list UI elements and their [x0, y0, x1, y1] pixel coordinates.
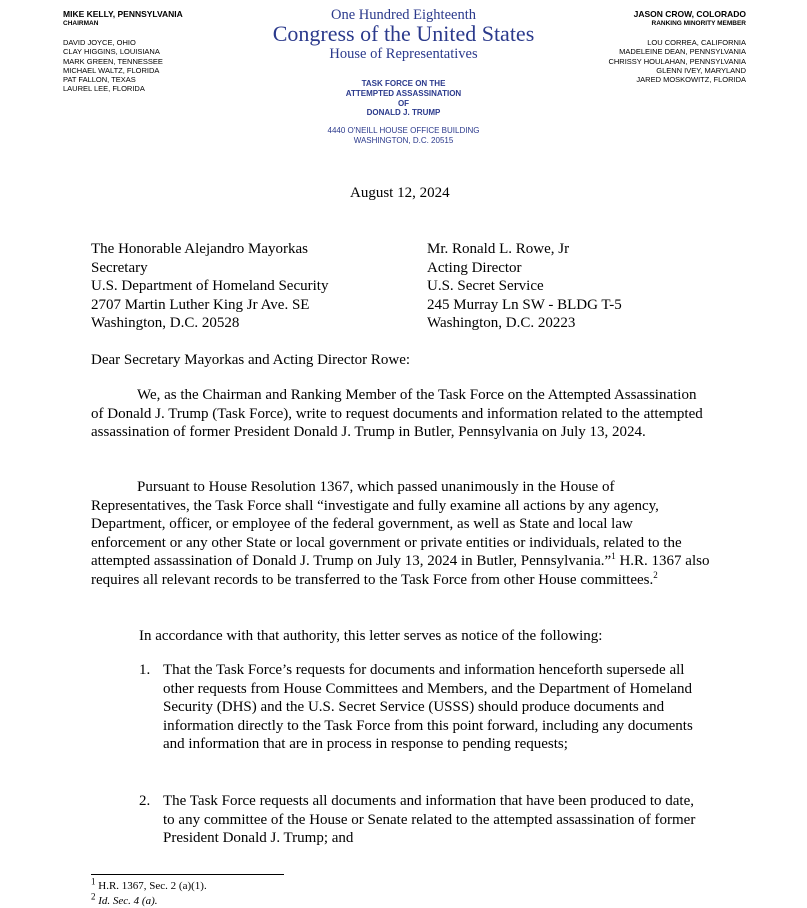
- member-name: PAT FALLON, TEXAS: [63, 75, 136, 85]
- footnote-ref[interactable]: 1: [611, 551, 616, 562]
- paragraph-authority: [91, 478, 711, 590]
- office-address: [0, 126, 807, 146]
- address-line: Mr. Ronald L. Rowe, Jr: [427, 241, 570, 257]
- recipient-address-usss: [427, 240, 622, 333]
- address-line: The Honorable Alejandro Mayorkas: [91, 241, 309, 257]
- member-name: DAVID JOYCE, OHIO: [63, 38, 136, 47]
- paragraph-intro: We, as the Chairman and Ranking Member of the Task Force on the Attempted Assassination of Donald J. Trump (Task Force), write to request documents and information related to the attempted assassination of former President Donald J. Trump in Butler, Pennsylvania on July 13, 2024.: [91, 387, 703, 441]
- task-force-line: DONALD J. TRUMP: [366, 108, 441, 118]
- member-name: CHRISSY HOULAHAN, PENNSYLVANIA: [608, 56, 746, 66]
- congress-title: Congress of the United States: [272, 21, 535, 46]
- paragraph-notice: In accordance with that authority, this letter serves as notice of the following:: [139, 628, 603, 644]
- paragraph-text: Pursuant to House Resolution 1367, which passed unanimously in the House of Representatives, the Task Force shall “investigate and fully examine all actions by any agency, Department, officer, or employee of the federal government, as well as State and local law enforcement or any other State or local government or private entities or individuals, related to the attempted assassination of Donald J. Trump on July 13, 2024 in Butler, Pennsylvania.”: [91, 479, 682, 570]
- member-name: GLENN IVEY, MARYLAND: [656, 65, 746, 75]
- footnote-text: H.R. 1367, Sec. 2 (a)(1).: [95, 880, 207, 892]
- address-line: Washington, D.C. 20528: [91, 315, 240, 332]
- address-line: 2707 Martin Luther King Jr Ave. SE: [91, 296, 310, 313]
- list-item-text: The Task Force requests all documents and information that have been produced to date, to any committee of the House or Senate related to the attempted assassination of former President Donald J. Trump; and: [163, 793, 696, 847]
- footnote: [91, 876, 207, 893]
- letter-date: August 12, 2024: [350, 185, 450, 201]
- task-force-line: TASK FORCE ON THE: [361, 79, 446, 88]
- congress-number: One Hundred Eighteenth: [331, 7, 476, 23]
- address-line: U.S. Secret Service: [427, 278, 544, 295]
- footnote-mark: 2: [91, 891, 96, 902]
- list-number: 1.: [139, 662, 151, 678]
- task-force-name: [0, 79, 807, 118]
- member-name: MADELEINE DEAN, PENNSYLVANIA: [619, 47, 746, 57]
- task-force-line: ATTEMPTED ASSASSINATION: [345, 88, 462, 98]
- address-line: 4440 O'NEILL HOUSE OFFICE BUILDING: [327, 126, 480, 135]
- footnote-divider: [91, 874, 284, 875]
- footnote-ref[interactable]: 2: [653, 569, 658, 580]
- task-force-line: OF: [397, 98, 410, 108]
- member-name: JARED MOSKOWITZ, FLORIDA: [636, 75, 746, 85]
- recipient-address-dhs: [91, 240, 328, 333]
- ranking-member-role: RANKING MINORITY MEMBER: [651, 20, 746, 27]
- address-line: Acting Director: [427, 259, 522, 276]
- ranking-member-name: JASON CROW, COLORADO: [633, 9, 746, 19]
- address-line: Secretary: [91, 259, 148, 276]
- member-name: LAUREL LEE, FLORIDA: [63, 84, 145, 94]
- address-line: WASHINGTON, D.C. 20515: [353, 135, 454, 145]
- member-name: MICHAEL WALTZ, FLORIDA: [63, 65, 160, 75]
- list-item-text: That the Task Force’s requests for documents and information henceforth supersede all other requests from House Committees and Members, and the Department of Homeland Security (DHS) and the U.S. Secret Service (USSS) should produce documents and information directly to the Task Force from this point forward, including any documents and information that are in process in response to pending requests;: [163, 662, 693, 753]
- chair-role: CHAIRMAN: [63, 20, 99, 27]
- footnote-text: Id. Sec. 4 (a).: [95, 895, 158, 907]
- footnote-mark: 1: [91, 876, 96, 887]
- list-number: 2.: [139, 793, 151, 809]
- chair-name: MIKE KELLY, PENNSYLVANIA: [63, 9, 183, 19]
- address-line: 245 Murray Ln SW - BLDG T-5: [427, 296, 622, 313]
- salutation: Dear Secretary Mayorkas and Acting Director Rowe:: [91, 352, 411, 368]
- member-name: MARK GREEN, TENNESSEE: [63, 56, 163, 66]
- paragraph-text: H.R. 1367 also requires all relevant records to be transferred to the Task Force from other House committees.: [91, 553, 710, 588]
- address-line: Washington, D.C. 20223: [427, 315, 576, 332]
- member-name: CLAY HIGGINS, LOUISIANA: [63, 47, 160, 57]
- address-line: U.S. Department of Homeland Security: [91, 278, 329, 295]
- house-title: House of Representatives: [329, 46, 478, 62]
- member-name: LOU CORREA, CALIFORNIA: [647, 38, 746, 47]
